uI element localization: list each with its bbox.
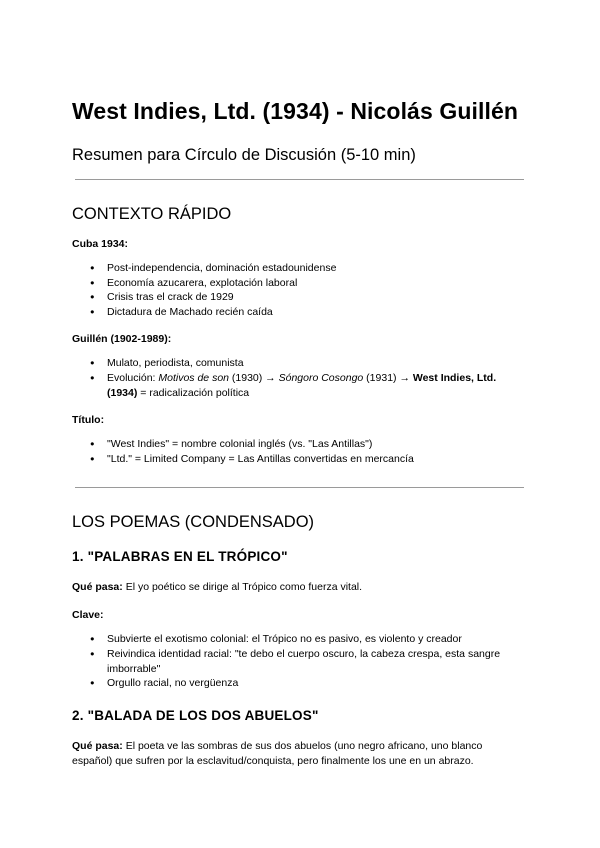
- document-title: West Indies, Ltd. (1934) - Nicolás Guillén: [72, 98, 518, 124]
- cuba-label: Cuba 1934:: [72, 238, 129, 250]
- section-heading-contexto: CONTEXTO RÁPIDO: [72, 205, 232, 223]
- guillen-label: Guillén (1902-1989):: [72, 333, 172, 346]
- clave-label: Clave:: [72, 609, 104, 622]
- poem-2-que-pasa: [72, 739, 524, 769]
- poem-2-title: 2. "BALADA DE LOS DOS ABUELOS": [72, 707, 319, 723]
- poem-1-que-pasa: [72, 580, 524, 595]
- list-item: ● "Ltd." = Limited Company = Las Antillas convertidas en mercancía: [104, 452, 524, 467]
- list-item: ● Mulato, periodista, comunista: [104, 356, 524, 371]
- que-pasa-text: El poeta ve las sombras de sus dos abuelos (uno negro africano, uno blanco español) que sufren por la esclavitud/conquista, pero finalmente los une en un abrazo.: [72, 739, 483, 767]
- section-heading-poemas: LOS POEMAS (CONDENSADO): [72, 513, 315, 532]
- que-pasa-label: Qué pasa:: [72, 581, 123, 594]
- cuba-list: [72, 261, 524, 319]
- list-item: ● "West Indies" = nombre colonial inglés (vs. "Las Antillas"): [104, 437, 524, 452]
- list-item: ● Dictadura de Machado recién caída: [104, 305, 524, 320]
- list-item: ● Reivindica identidad racial: "te debo el cuerpo oscuro, la cabeza crespa, esta sangre imborrable": [104, 647, 524, 676]
- list-item: ● Subvierte el exotismo colonial: el Trópico no es pasivo, es violento y creador: [104, 632, 524, 647]
- list-item: ● Crisis tras el crack de 1929: [104, 290, 524, 305]
- year-1931: (1931) →: [363, 371, 413, 384]
- poem-1-title: 1. "PALABRAS EN EL TRÓPICO": [72, 549, 288, 565]
- work-west-indies: West Indies, Ltd. (1934): [107, 371, 497, 399]
- document-subtitle: Resumen para Círculo de Discusión (5-10 min): [72, 146, 416, 164]
- titulo-list: [72, 437, 524, 466]
- list-item: ● Orgullo racial, no vergüenza: [104, 676, 524, 691]
- list-item: ● Post-independencia, dominación estadounidense: [104, 261, 524, 276]
- divider-1: [75, 179, 524, 180]
- evolucion-suffix: = radicalización política: [137, 386, 250, 399]
- work-songoro-cosongo: Sóngoro Cosongo: [278, 371, 364, 384]
- divider-2: [75, 487, 524, 488]
- list-item: ● Economía azucarera, explotación laboral: [104, 276, 524, 291]
- list-item-evolucion: [104, 371, 524, 400]
- que-pasa-label: Qué pasa:: [72, 739, 123, 752]
- clave-list: [72, 632, 524, 690]
- evolucion-prefix: Evolución:: [107, 371, 159, 384]
- work-motivos-de-son: Motivos de son: [158, 371, 229, 384]
- titulo-label: Título:: [72, 414, 105, 427]
- year-1930: (1930) →: [229, 371, 279, 384]
- que-pasa-text: El yo poético se dirige al Trópico como fuerza vital.: [122, 581, 363, 594]
- guillen-list: [72, 356, 524, 400]
